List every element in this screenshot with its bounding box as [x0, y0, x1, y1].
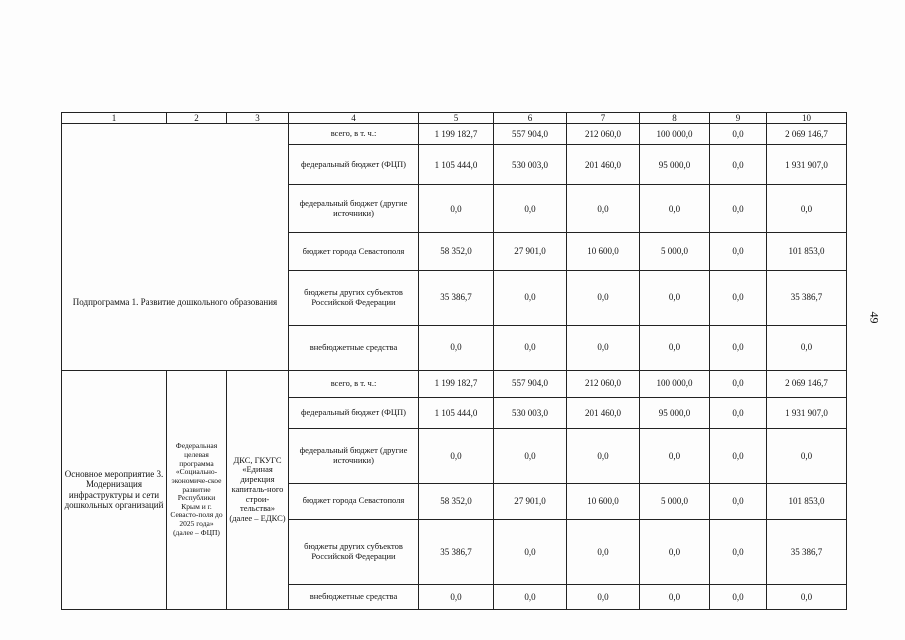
page-number: 49: [867, 311, 882, 324]
funding-source: федеральный бюджет (ФЦП): [289, 145, 419, 185]
value-cell: 0,0: [494, 325, 567, 370]
value-cell: 0,0: [710, 270, 767, 325]
header-row: [62, 113, 847, 124]
funding-source: бюджет города Севастополя: [289, 483, 419, 519]
value-cell: 0,0: [494, 428, 567, 483]
funding-source: федеральный бюджет (другие источники): [289, 185, 419, 233]
table-row: [62, 370, 847, 397]
value-cell: 0,0: [567, 325, 640, 370]
funding-source: бюджет города Севастополя: [289, 233, 419, 270]
table-row: [62, 124, 847, 145]
value-cell: 101 853,0: [767, 233, 847, 270]
funding-source: федеральный бюджет (ФЦП): [289, 397, 419, 428]
value-cell: 0,0: [710, 124, 767, 145]
value-cell: 58 352,0: [419, 233, 494, 270]
value-cell: 2 069 146,7: [767, 370, 847, 397]
funding-source: всего, в т. ч.:: [289, 124, 419, 145]
subprogram-title: Подпрограмма 1. Развитие дошкольного образования: [62, 124, 289, 370]
column-header: 4: [289, 113, 419, 124]
value-cell: 0,0: [710, 584, 767, 609]
value-cell: 530 003,0: [494, 145, 567, 185]
value-cell: 0,0: [710, 519, 767, 584]
value-cell: 201 460,0: [567, 397, 640, 428]
value-cell: 100 000,0: [640, 370, 710, 397]
value-cell: 0,0: [567, 185, 640, 233]
column-header: 1: [62, 113, 167, 124]
funding-source: бюджеты других субъектов Российской Федерации: [289, 519, 419, 584]
federal-program: Федеральная целевая программа «Социально-экономиче-ское развитие Республики Крым и г. Севасто-поля до 2025 года» (далее – ФЦП): [167, 370, 227, 609]
measure-title: Основное мероприятие 3. Модернизация инфраструктуры и сети дошкольных организаций: [62, 370, 167, 609]
value-cell: 27 901,0: [494, 483, 567, 519]
value-cell: 0,0: [419, 584, 494, 609]
value-cell: 35 386,7: [419, 270, 494, 325]
value-cell: 5 000,0: [640, 483, 710, 519]
value-cell: 0,0: [767, 428, 847, 483]
value-cell: 0,0: [494, 519, 567, 584]
executor: ДКС, ГКУГС «Единая дирекция капиталь-ного строи-тельства» (далее – ЕДКС): [227, 370, 289, 609]
value-cell: 0,0: [494, 185, 567, 233]
value-cell: 0,0: [419, 428, 494, 483]
value-cell: 1 105 444,0: [419, 397, 494, 428]
value-cell: 0,0: [640, 584, 710, 609]
value-cell: 0,0: [567, 584, 640, 609]
value-cell: 0,0: [710, 185, 767, 233]
value-cell: 0,0: [710, 428, 767, 483]
value-cell: 35 386,7: [767, 519, 847, 584]
value-cell: 0,0: [710, 145, 767, 185]
value-cell: 10 600,0: [567, 233, 640, 270]
value-cell: 0,0: [567, 270, 640, 325]
value-cell: 58 352,0: [419, 483, 494, 519]
funding-source: внебюджетные средства: [289, 325, 419, 370]
value-cell: 0,0: [640, 428, 710, 483]
value-cell: 95 000,0: [640, 397, 710, 428]
value-cell: 1 931 907,0: [767, 145, 847, 185]
value-cell: 0,0: [767, 185, 847, 233]
column-header: 10: [767, 113, 847, 124]
value-cell: 100 000,0: [640, 124, 710, 145]
value-cell: 0,0: [640, 325, 710, 370]
value-cell: 1 105 444,0: [419, 145, 494, 185]
column-header: 8: [640, 113, 710, 124]
value-cell: 0,0: [767, 325, 847, 370]
column-header: 2: [167, 113, 227, 124]
value-cell: 0,0: [710, 397, 767, 428]
value-cell: 0,0: [494, 270, 567, 325]
value-cell: 0,0: [710, 233, 767, 270]
value-cell: 1 931 907,0: [767, 397, 847, 428]
funding-source: внебюджетные средства: [289, 584, 419, 609]
value-cell: 0,0: [419, 325, 494, 370]
value-cell: 1 199 182,7: [419, 124, 494, 145]
value-cell: 101 853,0: [767, 483, 847, 519]
funding-source: бюджеты других субъектов Российской Федерации: [289, 270, 419, 325]
value-cell: 35 386,7: [767, 270, 847, 325]
value-cell: 27 901,0: [494, 233, 567, 270]
value-cell: 0,0: [567, 519, 640, 584]
column-header: 5: [419, 113, 494, 124]
value-cell: 2 069 146,7: [767, 124, 847, 145]
value-cell: 0,0: [710, 483, 767, 519]
value-cell: 557 904,0: [494, 124, 567, 145]
value-cell: 35 386,7: [419, 519, 494, 584]
value-cell: 201 460,0: [567, 145, 640, 185]
value-cell: 1 199 182,7: [419, 370, 494, 397]
value-cell: 0,0: [710, 370, 767, 397]
value-cell: 95 000,0: [640, 145, 710, 185]
value-cell: 0,0: [767, 584, 847, 609]
value-cell: 0,0: [419, 185, 494, 233]
column-header: 7: [567, 113, 640, 124]
value-cell: 0,0: [640, 519, 710, 584]
column-header: 6: [494, 113, 567, 124]
value-cell: 0,0: [567, 428, 640, 483]
value-cell: 0,0: [640, 270, 710, 325]
value-cell: 530 003,0: [494, 397, 567, 428]
value-cell: 0,0: [710, 325, 767, 370]
value-cell: 10 600,0: [567, 483, 640, 519]
funding-source: всего, в т. ч.:: [289, 370, 419, 397]
column-header: 9: [710, 113, 767, 124]
value-cell: 0,0: [640, 185, 710, 233]
value-cell: 212 060,0: [567, 370, 640, 397]
value-cell: 212 060,0: [567, 124, 640, 145]
value-cell: 0,0: [494, 584, 567, 609]
budget-table: [61, 112, 847, 610]
value-cell: 557 904,0: [494, 370, 567, 397]
funding-source: федеральный бюджет (другие источники): [289, 428, 419, 483]
value-cell: 5 000,0: [640, 233, 710, 270]
column-header: 3: [227, 113, 289, 124]
